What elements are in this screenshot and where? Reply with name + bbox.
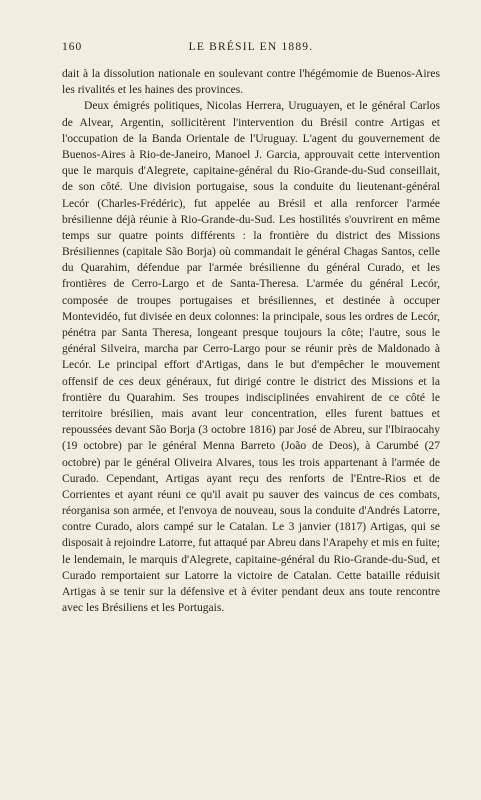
- paragraph-main: Deux émigrés politiques, Nicolas Herrera, Uruguayen, et le général Carlos de Alvear, Argentin, sollicitèrent l'intervention du Brésil contre Artigas et l'occupation de la Banda Orientale de l'Uruguay. L'agent du gouvernement de Buenos-Aires à Rio-de-Janeiro, Manoel J. Garcia, approuvait cette intervention que le marquis d'Alegrete, capitaine-général du Rio-Grande-du-Sud conseillait, de son côté. Une division portugaise, sous la conduite du lieutenant-général Lecór (Charles-Frédéric), fut appelée au Brésil et alla renforcer l'armée brésilienne déjà réunie à Rio-Grande-du-Sud. Les hostilités s'ouvrirent en même temps sur quatre points différents : la frontière du district des Missions Brésiliennes (capitale São Borja) où commandait le général Chagas Santos, celle du Quarahim, défendue par l'armée brésilienne du général Curado, et les frontières de Cerro-Largo et de Santa-Theresa. L'armée du général Lecór, composée de troupes portugaises et brésiliennes, et destinée à occuper Montevidéo, fut divisée en deux colonnes: la principale, sous les ordres de Lecór, pénétra par Santa Theresa, longeant presque toujours la côte; l'autre, sous le général Silveira, marcha par Cerro-Largo pour se réunir près de Maldonado à Lecór. Le principal effort d'Artigas, dans le but d'empêcher le mouvement offensif de ces deux généraux, fut dirigé contre le district des Missions et la frontière du Quarahim. Ses troupes indisciplinées envahirent de ce côté le territoire brésilien, mais avant leur concentration, elles furent battues et repoussées devant São Borja (3 octobre 1816) par José de Abreu, sur l'Ibiraocahy (19 octobre) par le général Menna Barreto (João de Deos), à Carumbé (27 octobre) par le général Oliveira Alvares, tous les trois appartenant à l'armée de Curado. Cependant, Artigas ayant reçu des renforts de l'Entre-Rios et de Corrientes et ayant réuni ce qu'il avait pu sauver des vaincus de ces combats, réorganisa son armée, et l'envoya de nouveau, sous la conduite d'Andrés Latorre, contre Curado, alors campé sur le Catalan. Le 3 janvier (1817) Artigas, qui se disposait à rejoindre Latorre, fut attaqué par Abreu dans l'Arapehy et mis en fuite; le lendemain, le marquis d'Alegrete, capitaine-général du Rio-Grande-du-Sud, et Curado remportaient sur Latorre la victoire de Catalan. Cette bataille réduisit Artigas à se tenir sur la défensive et à éviter pendant deux ans toute rencontre avec les Brésiliens et les Portugais.: [62, 100, 440, 615]
- page-number: 160: [62, 41, 83, 53]
- paragraph-continuation: dait à la dissolution nationale en soulevant contre l'hégémomie de Buenos-Aires les rivalités et les haines des provinces.: [62, 68, 440, 97]
- running-title: LE BRÉSIL EN 1889.: [188, 41, 314, 53]
- page-body: [62, 66, 440, 616]
- page-header: [62, 41, 440, 55]
